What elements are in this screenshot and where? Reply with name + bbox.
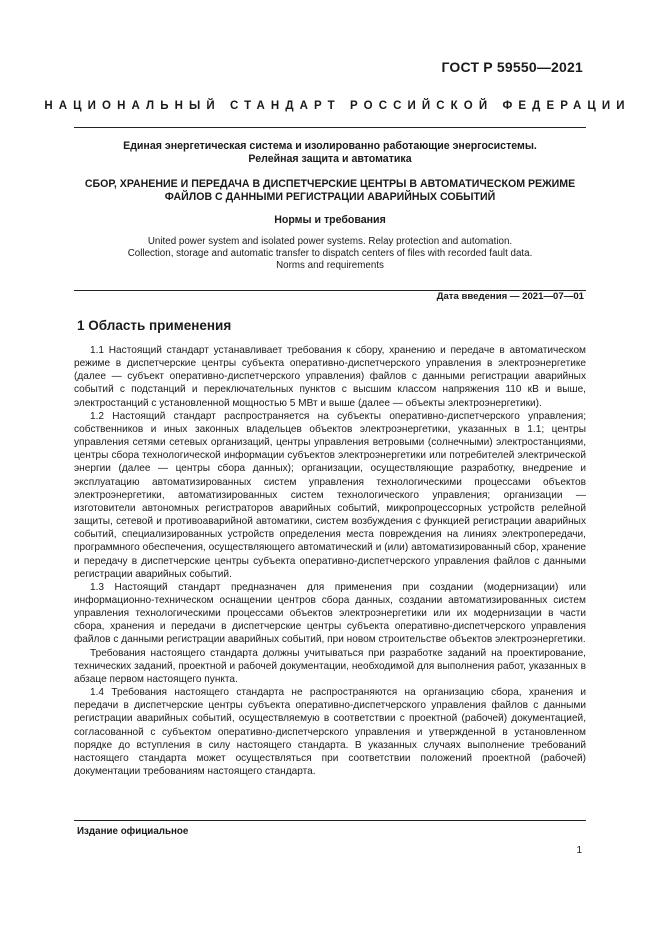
introduction-date: Дата введения — 2021—07—01 [436, 291, 584, 302]
top-divider [74, 127, 586, 128]
system-title-line-2: Релейная защита и автоматика [248, 153, 412, 165]
english-title-line-1: United power system and isolated power systems. Relay protection and automation. [147, 236, 513, 247]
paragraph-1-1: 1.1 Настоящий стандарт устанавливает требования к сбору, хранению и передаче в автоматическом режиме в диспетчерские центры субъекта оперативно-диспетчерского управления в электроэнергетике (далее — субъект оперативно-диспетчерского управления) файлов с данными регистрации аварийных событий с подстанций и переключательных пунктов с высшим классом напряжения 110 кВ и выше, электростанций с установленной мощностью 5 МВт и выше (далее — объекты электроэнергетики). [74, 345, 586, 409]
document-main-title [74, 178, 586, 204]
page-number: 1 [576, 845, 582, 856]
paragraph-1-4: 1.4 Требования настоящего стандарта не распространяются на организацию сбора, хранения и передачи в диспетчерские центры субъекта оперативно-диспетчерского управления файлов с данными регистрации аварийных событий, осуществляемую в соответствии с проектной (рабочей) документацией, согласованной с субъектом оперативно-диспетчерского управления и утвержденной в установленном порядке до вступления в силу настоящего стандарта. В указанных случаях выполнение требований настоящего стандарта может осуществляться при соответствии положений проектной (рабочей) документации требованиям настоящего стандарта. [74, 687, 586, 777]
document-subtitle: Нормы и требования [274, 214, 386, 226]
section-heading: 1 Область применения [77, 318, 232, 333]
english-title-line-3: Norms and requirements [276, 260, 384, 272]
system-title [74, 140, 586, 166]
standard-number: ГОСТ Р 59550—2021 [441, 59, 583, 75]
paragraph-1-3: 1.3 Настоящий стандарт предназначен для применения при создании (модернизации) или информационно-техническом оснащении центров сбора данных, создании автоматизированных систем управления технологическими процессами объектов электроэнергетики или их модернизации в части сбора, хранения и передачи в диспетчерские центры субъекта оперативно-диспетчерского управления файлов с данными регистрации аварийных событий, при новом строительстве объектов электроэнергетики. [74, 581, 586, 646]
publication-note: Издание официальное [77, 826, 189, 837]
paragraph-1-2: 1.2 Настоящий стандарт распространяется на субъекты оперативно-диспетчерского управления; собственников и иных законных владельцев объектов электроэнергетики, указанных в 1.1; центры управления сетями сетевых организаций, центры управления ветровыми (солнечными) электростанциями, центры сбора технологической информации субъектов электроэнергетики или потребителей электрической энергии (далее — центры сбора данных); организации, осуществляющие разработку, внедрение и эксплуатацию автоматизированных систем управления технологическими процессами объектов электроэнергетики, автоматизированных систем технологического управления; организации — изготовители автономных регистраторов аварийных событий, микропроцессорных устройств релейной защиты, сетевой и противоаварийной автоматики, систем возбуждения с функцией регистрации аварийных событий, специализированных устройств определения места повреждения на линиях электропередачи, программного обеспечения, осуществляющего автоматический и (или) автоматизированный сбор, хранение и передачу в диспетчерские центры субъекта оперативно-диспетчерского управления файлов с данными регистрации аварийных событий. [74, 410, 586, 580]
english-title-line-2: Collection, storage and automatic transfer to dispatch centers of files with recorded fault data. [127, 248, 533, 260]
section-body [74, 344, 586, 778]
english-title [74, 236, 586, 273]
system-title-line-1: Единая энергетическая система и изолированно работающие энергосистемы. [123, 140, 537, 152]
paragraph-1-3-requirements: Требования настоящего стандарта должны учитываться при разработке заданий на проектирование, технических заданий, проектной и рабочей документации, необходимой для выполнения работ, указанных в абзаце первом настоящего пункта. [74, 647, 586, 685]
main-title-line-2: ФАЙЛОВ С ДАННЫМИ РЕГИСТРАЦИИ АВАРИЙНЫХ СОБЫТИЙ [164, 191, 496, 203]
main-title-line-1: СБОР, ХРАНЕНИЕ И ПЕРЕДАЧА В ДИСПЕТЧЕРСКИЕ ЦЕНТРЫ В АВТОМАТИЧЕСКОМ РЕЖИМЕ [84, 178, 576, 190]
footer-divider [74, 820, 586, 821]
standard-category-heading: НАЦИОНАЛЬНЫЙ СТАНДАРТ РОССИЙСКОЙ ФЕДЕРАЦИИ [44, 100, 631, 112]
